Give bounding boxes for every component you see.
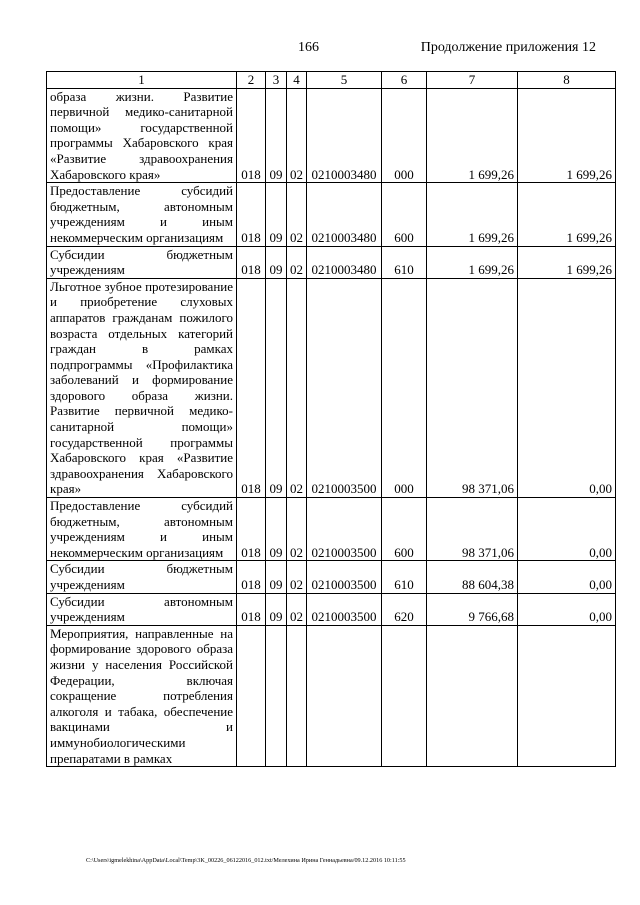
table-row xyxy=(47,625,616,766)
subsection-code: 02 xyxy=(287,88,307,183)
section-code xyxy=(266,625,287,766)
row-description: образа жизни. Развитие первичной медико-санитарной помощи» государственной программы Хабаровского края «Развитие здравоохранения Хабаровского края» xyxy=(47,88,237,183)
table-row xyxy=(47,183,616,246)
amount-col7: 1 699,26 xyxy=(427,183,518,246)
ministry-code: 018 xyxy=(237,278,266,497)
expense-type-code: 620 xyxy=(382,593,427,625)
subsection-code: 02 xyxy=(287,593,307,625)
amount-col8: 0,00 xyxy=(518,593,616,625)
subsection-code: 02 xyxy=(287,278,307,497)
section-code: 09 xyxy=(266,246,287,278)
amount-col7: 1 699,26 xyxy=(427,246,518,278)
expense-type-code xyxy=(382,625,427,766)
appendix-continuation-label: Продолжение приложения 12 xyxy=(420,40,596,55)
expense-type-code: 000 xyxy=(382,88,427,183)
column-header: 4 xyxy=(287,72,307,89)
row-description: Предоставление субсидий бюджетным, автономным учреждениям и иным некоммерческим организациям xyxy=(47,183,237,246)
table-row xyxy=(47,593,616,625)
column-header: 3 xyxy=(266,72,287,89)
column-header: 2 xyxy=(237,72,266,89)
amount-col8: 0,00 xyxy=(518,278,616,497)
target-item-code: 0210003500 xyxy=(307,561,382,593)
row-description: Льготное зубное протезирование и приобретение слуховых аппаратов гражданам пожилого возраста отдельных категорий граждан в рамках подпрограммы «Профилактика заболеваний и формирование здорового образа жизни. Развитие первичной медико-санитарной помощи» государственной программы Хабаровского края «Развитие здравоохранения Хабаровского края» xyxy=(47,278,237,497)
row-description: Субсидии бюджетным учреждениям xyxy=(47,561,237,593)
expense-type-code: 600 xyxy=(382,498,427,561)
amount-col7: 1 699,26 xyxy=(427,88,518,183)
table-row xyxy=(47,498,616,561)
row-description: Субсидии бюджетным учреждениям xyxy=(47,246,237,278)
target-item-code: 0210003480 xyxy=(307,88,382,183)
subsection-code: 02 xyxy=(287,498,307,561)
amount-col7: 88 604,38 xyxy=(427,561,518,593)
target-item-code: 0210003500 xyxy=(307,498,382,561)
ministry-code: 018 xyxy=(237,88,266,183)
amount-col8: 0,00 xyxy=(518,561,616,593)
column-header: 5 xyxy=(307,72,382,89)
ministry-code xyxy=(237,625,266,766)
subsection-code xyxy=(287,625,307,766)
ministry-code: 018 xyxy=(237,183,266,246)
expense-type-code: 610 xyxy=(382,246,427,278)
expense-type-code: 000 xyxy=(382,278,427,497)
footer-file-path: C:\Users\igmelekhina\AppData\Local\Temp\3K_00226_06122016_012.txt/Мелехина Ирина Геннадьевна/09.12.2016 10:11:55 xyxy=(86,857,406,864)
table-header-row xyxy=(47,72,616,89)
subsection-code: 02 xyxy=(287,246,307,278)
section-code: 09 xyxy=(266,498,287,561)
table-row xyxy=(47,278,616,497)
section-code: 09 xyxy=(266,88,287,183)
table-row xyxy=(47,88,616,183)
column-header: 1 xyxy=(47,72,237,89)
section-code: 09 xyxy=(266,593,287,625)
amount-col8: 1 699,26 xyxy=(518,88,616,183)
amount-col8: 1 699,26 xyxy=(518,246,616,278)
budget-table xyxy=(46,71,616,767)
row-description: Предоставление субсидий бюджетным, автономным учреждениям и иным некоммерческим организациям xyxy=(47,498,237,561)
amount-col8: 0,00 xyxy=(518,498,616,561)
column-header: 7 xyxy=(427,72,518,89)
amount-col8 xyxy=(518,625,616,766)
amount-col7 xyxy=(427,625,518,766)
section-code: 09 xyxy=(266,561,287,593)
section-code: 09 xyxy=(266,278,287,497)
target-item-code xyxy=(307,625,382,766)
column-header: 6 xyxy=(382,72,427,89)
ministry-code: 018 xyxy=(237,561,266,593)
target-item-code: 0210003480 xyxy=(307,183,382,246)
amount-col7: 98 371,06 xyxy=(427,498,518,561)
amount-col7: 9 766,68 xyxy=(427,593,518,625)
target-item-code: 0210003480 xyxy=(307,246,382,278)
target-item-code: 0210003500 xyxy=(307,278,382,497)
section-code: 09 xyxy=(266,183,287,246)
ministry-code: 018 xyxy=(237,498,266,561)
ministry-code: 018 xyxy=(237,246,266,278)
row-description: Субсидии автономным учреждениям xyxy=(47,593,237,625)
amount-col8: 1 699,26 xyxy=(518,183,616,246)
subsection-code: 02 xyxy=(287,183,307,246)
target-item-code: 0210003500 xyxy=(307,593,382,625)
page-number: 166 xyxy=(298,40,319,55)
expense-type-code: 600 xyxy=(382,183,427,246)
amount-col7: 98 371,06 xyxy=(427,278,518,497)
column-header: 8 xyxy=(518,72,616,89)
row-description: Мероприятия, направленные на формирование здорового образа жизни у населения Российской Федерации, включая сокращение потребления алкоголя и табака, обеспечение вакцинами и иммунобиологическими препаратами в рамках xyxy=(47,625,237,766)
table-row xyxy=(47,561,616,593)
ministry-code: 018 xyxy=(237,593,266,625)
subsection-code: 02 xyxy=(287,561,307,593)
table-row xyxy=(47,246,616,278)
expense-type-code: 610 xyxy=(382,561,427,593)
